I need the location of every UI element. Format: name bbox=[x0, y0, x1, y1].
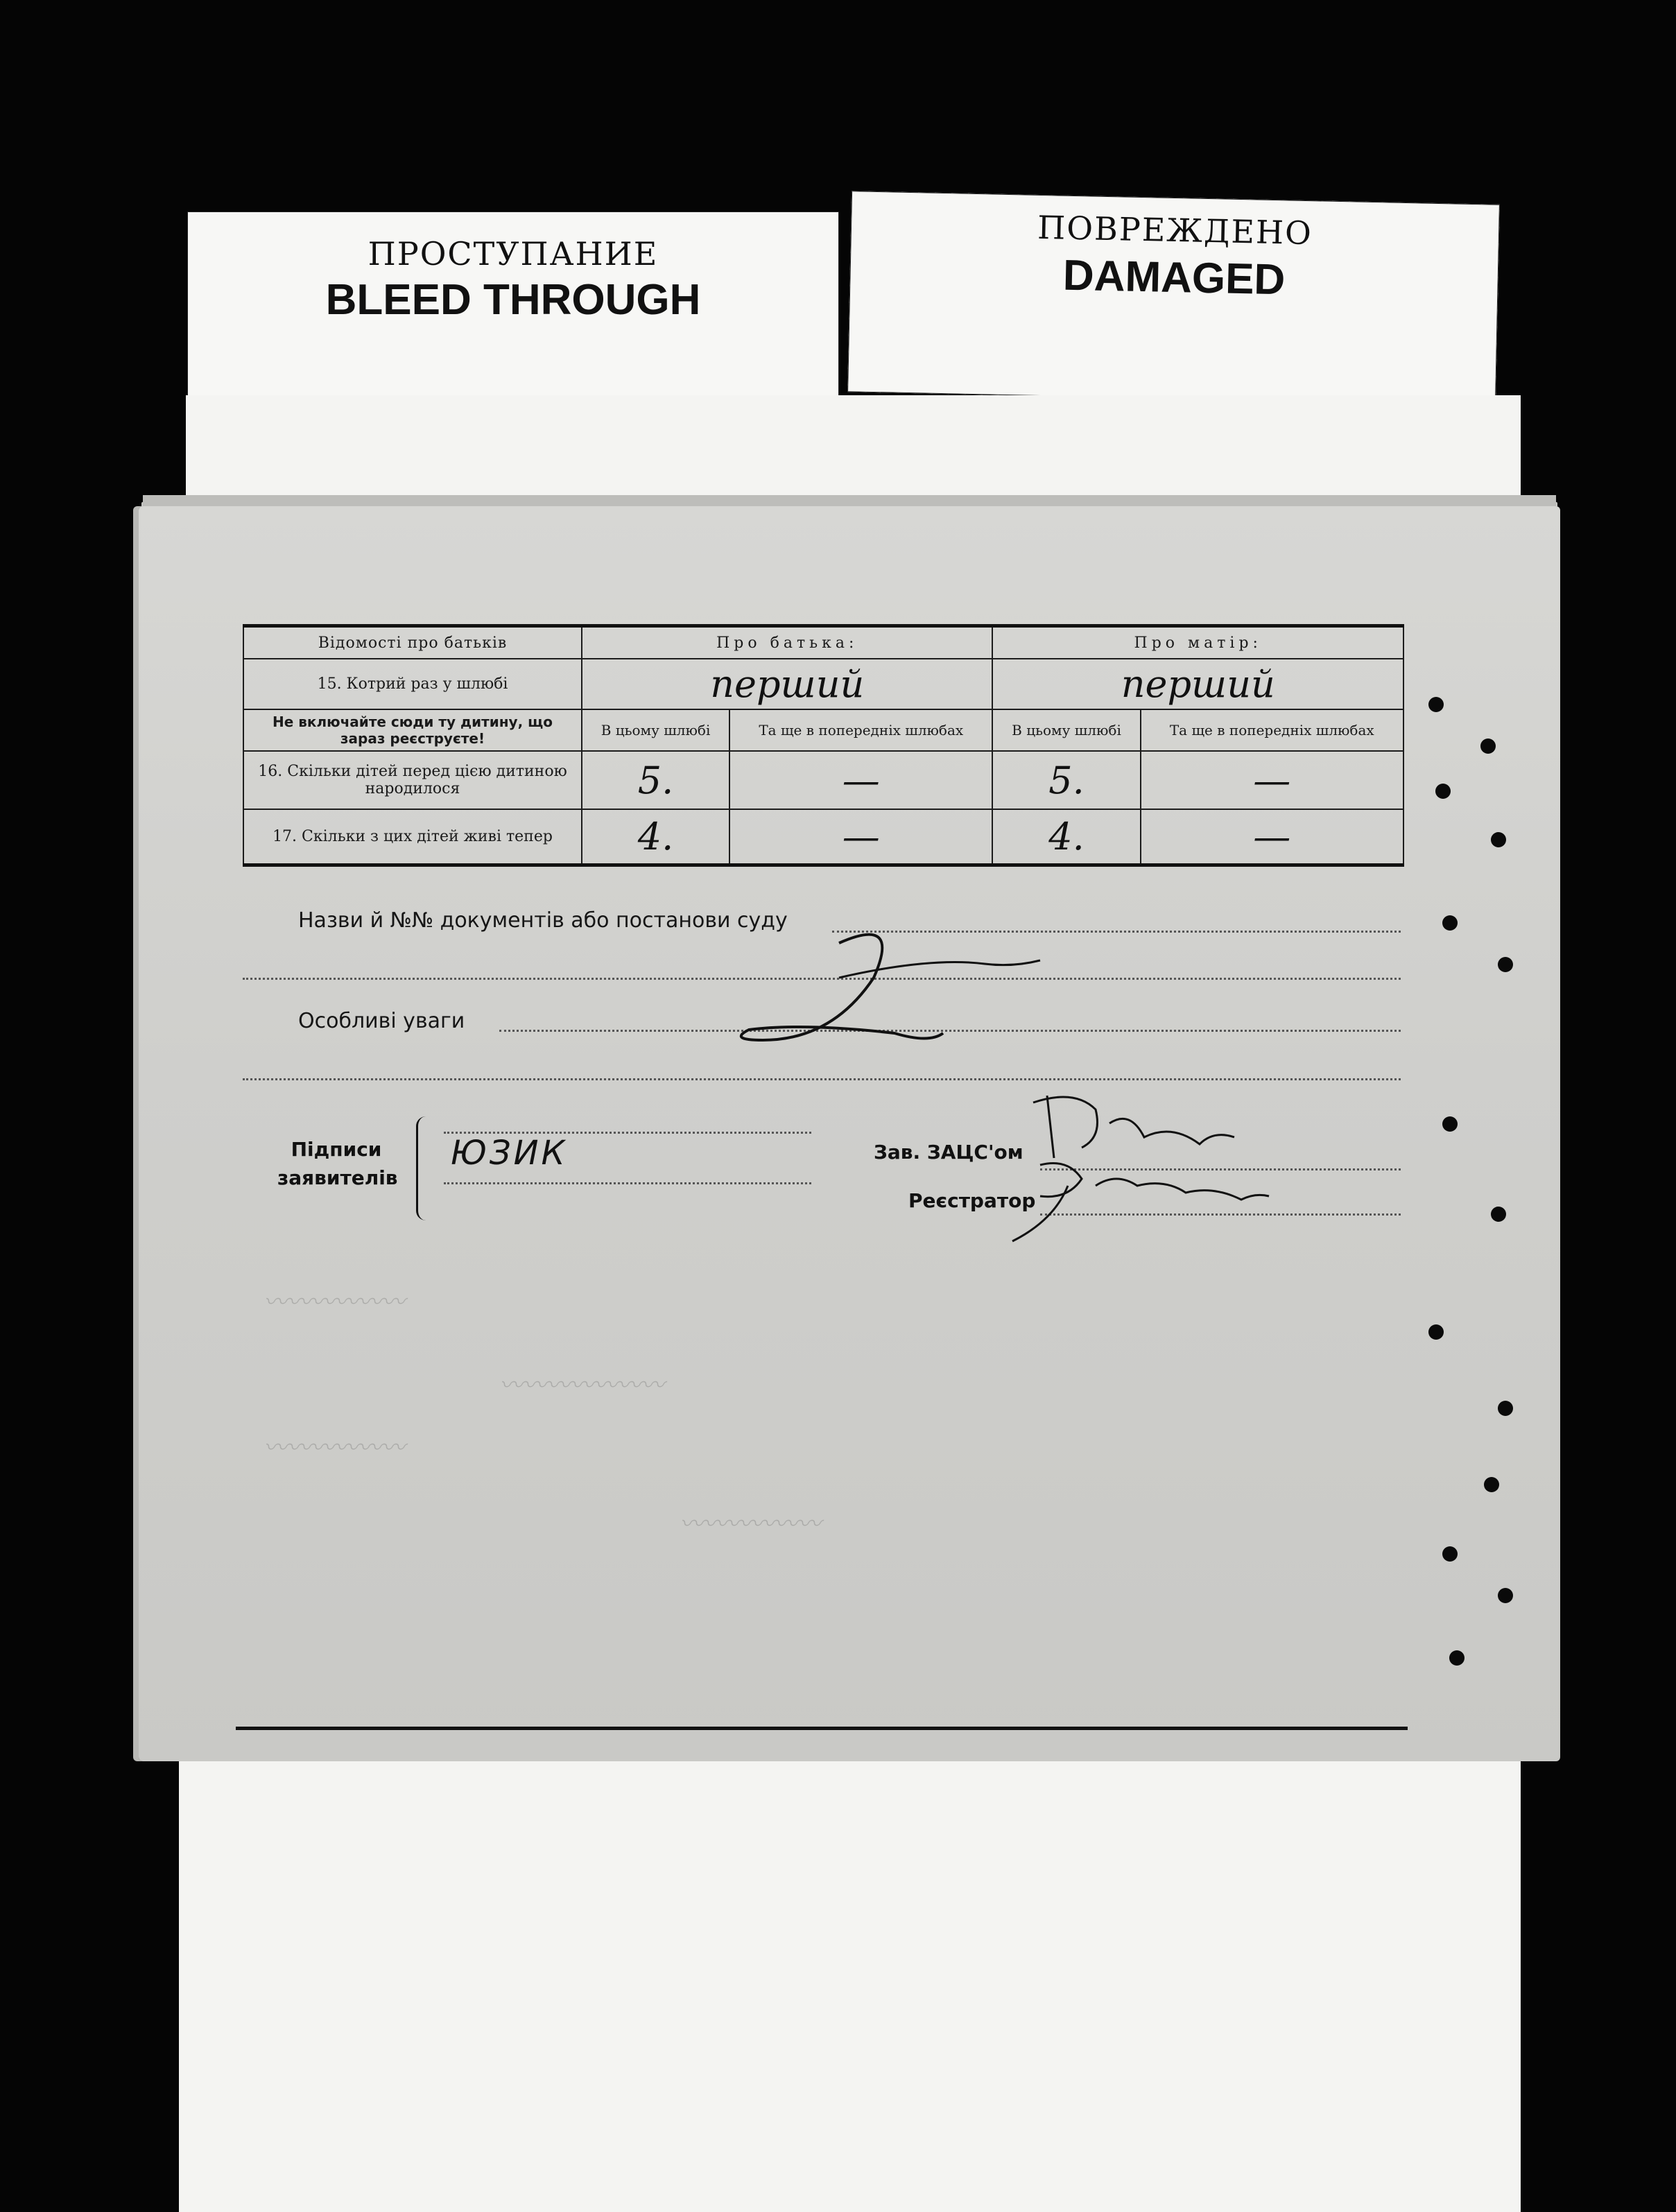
punch-hole bbox=[1498, 1401, 1513, 1416]
col-parents-info: Відомості про батьків bbox=[243, 626, 582, 659]
row16-mother-this: 5. bbox=[992, 751, 1140, 809]
official-signatures-scrawl bbox=[992, 1082, 1352, 1262]
bleed-through-ghost-2: 〰〰〰〰〰〰〰 bbox=[499, 1372, 664, 1399]
row17-father-prev: — bbox=[729, 809, 992, 865]
punch-hole bbox=[1428, 697, 1444, 712]
col-mother: Про матір: bbox=[992, 626, 1403, 659]
row16-father-this: 5. bbox=[582, 751, 729, 809]
col-father: Про батька: bbox=[582, 626, 992, 659]
parents-info-table bbox=[243, 624, 1404, 867]
registrar-label: Реєстратор bbox=[908, 1189, 1036, 1212]
backing-sheet-bottom bbox=[179, 1734, 1521, 2212]
row15-label: 15. Котрий раз у шлюбі bbox=[243, 659, 582, 709]
row17-mother-this: 4. bbox=[992, 809, 1140, 865]
row17-mother-prev: — bbox=[1141, 809, 1403, 865]
head-zags-label: Зав. ЗАЦС'ом bbox=[874, 1141, 1023, 1164]
punch-hole bbox=[1491, 832, 1506, 847]
punch-hole bbox=[1442, 915, 1458, 931]
mother-prev-marriage-head: Та ще в попередніх шлюбах bbox=[1141, 709, 1403, 751]
punch-hole bbox=[1484, 1477, 1499, 1492]
bleed-through-ru: ПРОСТУПАНИЕ bbox=[368, 235, 659, 273]
bleed-through-en: BLEED THROUGH bbox=[325, 276, 701, 324]
applicant-line-2 bbox=[444, 1182, 811, 1184]
cancellation-scribble bbox=[721, 901, 1151, 1061]
bottom-rule bbox=[236, 1727, 1408, 1730]
documents-label: Назви й №№ документів або постанови суду bbox=[298, 908, 788, 933]
row16-label: 16. Скільки дітей перед цією дитиною народилося bbox=[243, 751, 582, 809]
applicants-label-line2: заявителів bbox=[277, 1166, 398, 1189]
notes-line-2 bbox=[243, 1078, 1401, 1080]
mother-this-marriage-head: В цьому шлюбі bbox=[992, 709, 1140, 751]
punch-hole bbox=[1498, 1588, 1513, 1603]
bleed-through-ghost-4: 〰〰〰〰〰〰 bbox=[680, 1510, 821, 1538]
bleed-through-flag bbox=[187, 211, 839, 399]
civil-record-card bbox=[139, 506, 1560, 1761]
row17-father-this: 4. bbox=[582, 809, 729, 865]
bleed-through-ghost-1: 〰〰〰〰〰〰 bbox=[264, 1288, 405, 1316]
row16-mother-prev: — bbox=[1141, 751, 1403, 809]
row17-label: 17. Скільки з цих дітей живі тепер bbox=[243, 809, 582, 865]
punch-hole bbox=[1435, 784, 1451, 799]
applicant-signature: ЮЗИК bbox=[451, 1134, 568, 1173]
punch-hole bbox=[1442, 1546, 1458, 1562]
punch-hole bbox=[1449, 1650, 1465, 1666]
damaged-flag bbox=[847, 191, 1500, 406]
notes-label: Особливі уваги bbox=[298, 1009, 465, 1033]
row15-father: перший bbox=[582, 659, 992, 709]
punch-hole bbox=[1442, 1116, 1458, 1132]
row15-mother: перший bbox=[992, 659, 1403, 709]
applicants-label-line1: Підписи bbox=[291, 1138, 382, 1161]
punch-hole bbox=[1498, 957, 1513, 972]
bleed-through-ghost-3: 〰〰〰〰〰〰 bbox=[264, 1434, 405, 1462]
father-prev-marriage-head: Та ще в попередніх шлюбах bbox=[729, 709, 992, 751]
damaged-en: DAMAGED bbox=[1062, 251, 1286, 304]
father-this-marriage-head: В цьому шлюбі bbox=[582, 709, 729, 751]
applicant-line-1 bbox=[444, 1132, 811, 1134]
punch-hole bbox=[1480, 738, 1496, 754]
row16-father-prev: — bbox=[729, 751, 992, 809]
applicants-label bbox=[277, 1136, 398, 1192]
punch-hole bbox=[1428, 1324, 1444, 1340]
exclusion-note: Не включайте сюди ту дитину, що зараз реєструєте! bbox=[243, 709, 582, 751]
applicants-brace bbox=[416, 1116, 428, 1220]
damaged-ru: ПОВРЕЖДЕНО bbox=[1037, 208, 1313, 252]
punch-hole bbox=[1491, 1207, 1506, 1222]
